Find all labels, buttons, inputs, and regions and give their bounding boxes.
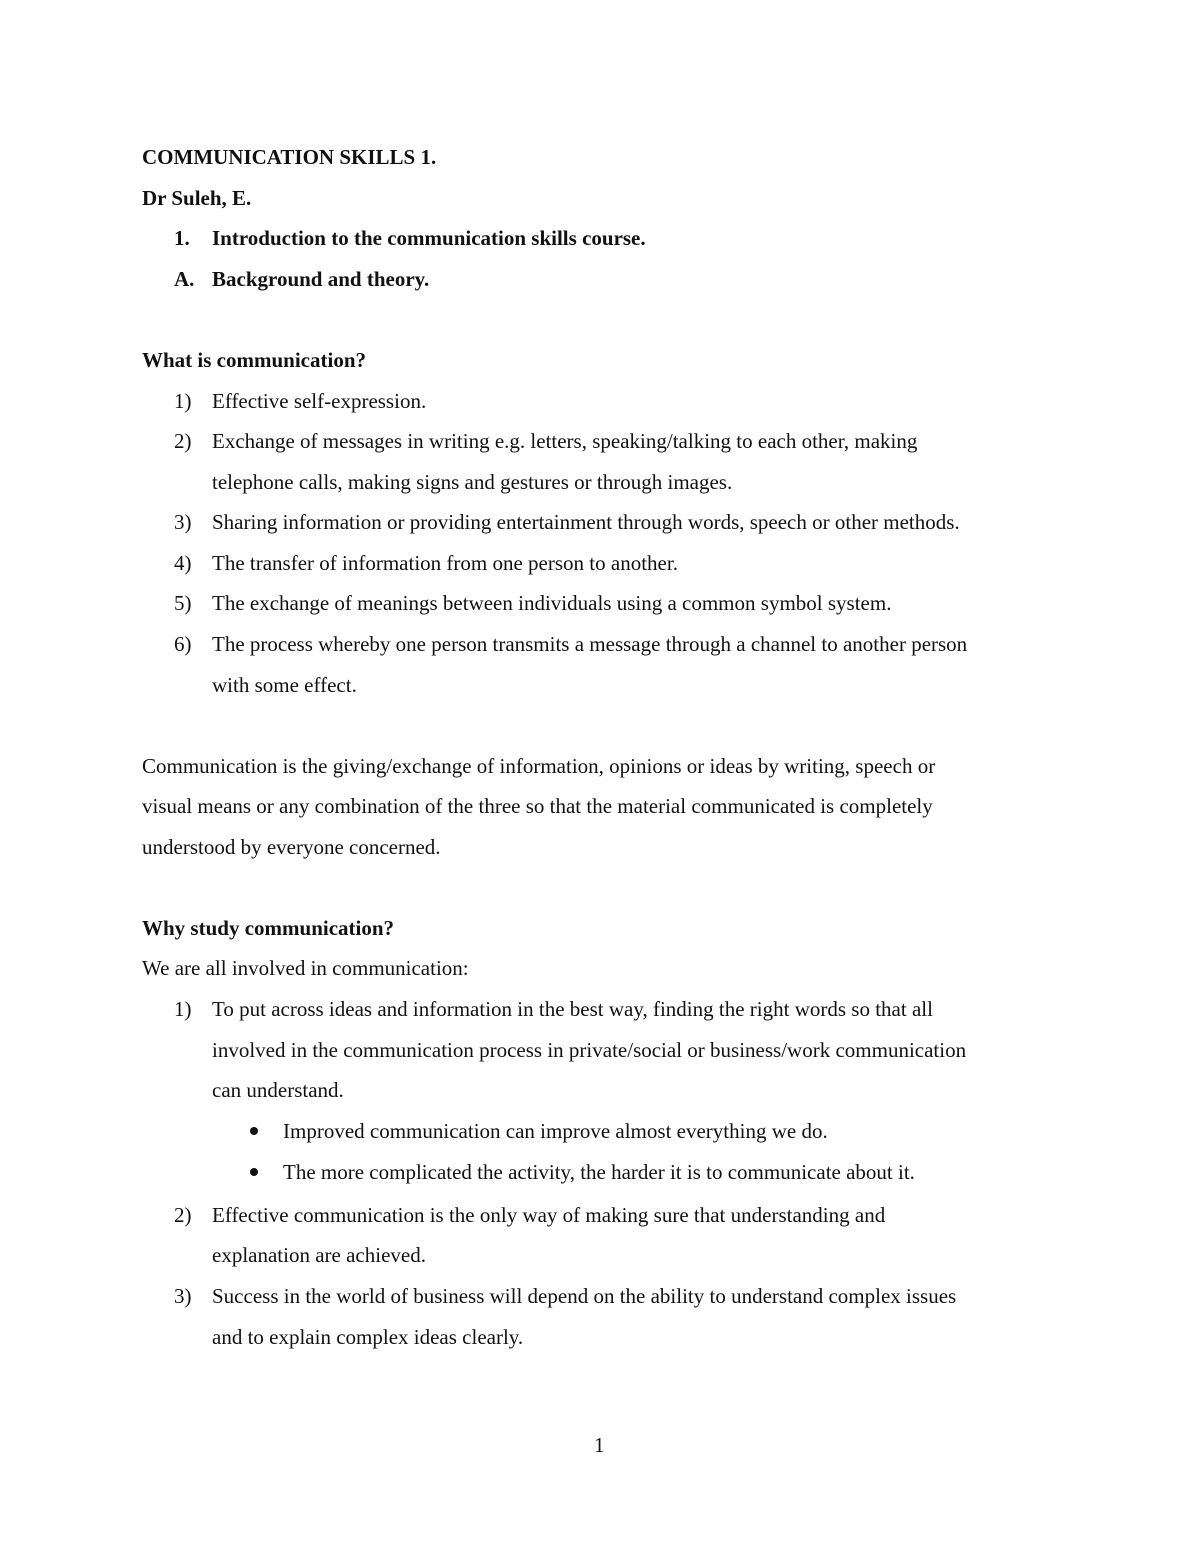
list-item: Effective self-expression. (212, 389, 427, 413)
list-number: 5) (174, 591, 192, 615)
list-number: 4) (174, 551, 192, 575)
list-item-continuation: with some effect. (212, 673, 357, 697)
document-author: Dr Suleh, E. (142, 186, 252, 210)
list-item: The process whereby one person transmits a message through a channel to another person (212, 632, 968, 656)
list-number: 2) (174, 1203, 192, 1227)
list-number: 2) (174, 429, 192, 453)
list-number: 6) (174, 632, 192, 656)
list-number: 3) (174, 1284, 192, 1308)
list-item: The exchange of meanings between individuals using a common symbol system. (212, 591, 892, 615)
subheading-what-is-communication: What is communication? (142, 348, 367, 372)
list-item-continuation: involved in the communication process in private/social or business/work communication (212, 1038, 967, 1062)
document-title: COMMUNICATION SKILLS 1. (142, 145, 437, 169)
page-number: 1 (594, 1433, 605, 1457)
list-item-continuation: telephone calls, making signs and gestures or through images. (212, 470, 733, 494)
list-item: Sharing information or providing entertainment through words, speech or other methods. (212, 510, 960, 534)
bullet-icon (250, 1168, 258, 1176)
list-number: 1) (174, 997, 192, 1021)
list-number: 3) (174, 510, 192, 534)
section-heading: Introduction to the communication skills course. (212, 226, 646, 250)
bullet-icon (250, 1127, 258, 1135)
list-number: 1) (174, 389, 192, 413)
why-intro: We are all involved in communication: (142, 956, 469, 980)
list-item: Exchange of messages in writing e.g. letters, speaking/talking to each other, making (212, 429, 918, 453)
list-item-continuation: can understand. (212, 1078, 344, 1102)
bullet-item: Improved communication can improve almost everything we do. (283, 1119, 828, 1143)
definition-paragraph: visual means or any combination of the three so that the material communicated is completely (142, 794, 933, 818)
heading-number: A. (174, 267, 195, 291)
list-item-continuation: and to explain complex ideas clearly. (212, 1325, 524, 1349)
list-item: The transfer of information from one person to another. (212, 551, 678, 575)
list-item: Effective communication is the only way of making sure that understanding and (212, 1203, 886, 1227)
section-heading: Background and theory. (212, 267, 430, 291)
subheading-why-study-communication: Why study communication? (142, 916, 395, 940)
list-item-continuation: explanation are achieved. (212, 1243, 426, 1267)
list-item: To put across ideas and information in the best way, finding the right words so that all (212, 997, 933, 1021)
definition-paragraph: Communication is the giving/exchange of information, opinions or ideas by writing, speech or (142, 754, 936, 778)
bullet-item: The more complicated the activity, the harder it is to communicate about it. (283, 1160, 915, 1184)
list-item: Success in the world of business will depend on the ability to understand complex issues (212, 1284, 957, 1308)
definition-paragraph: understood by everyone concerned. (142, 835, 441, 859)
heading-number: 1. (174, 226, 190, 250)
